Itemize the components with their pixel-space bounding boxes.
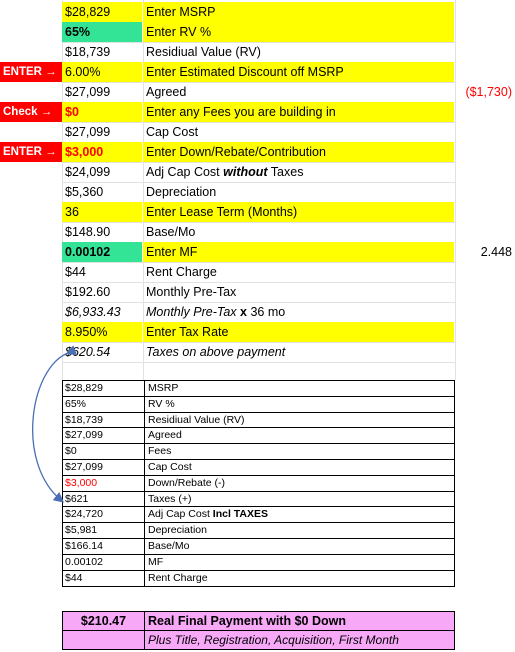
summary-label: Fees [148, 445, 172, 458]
table-row [63, 413, 454, 429]
row-down [0, 142, 515, 162]
taxes-label: Taxes on above payment [146, 345, 286, 359]
row-total-pretax [0, 302, 515, 322]
emphasis-text: without [223, 165, 268, 179]
row-rv-percent [0, 22, 515, 42]
grid-line [62, 302, 455, 303]
summary-label: MF [148, 555, 164, 568]
summary-label: Residiual Value (RV) [148, 413, 245, 426]
row-term [0, 202, 515, 222]
summary-value: $3,000 [63, 476, 145, 491]
depreciation-label: Depreciation [146, 185, 217, 199]
base-mo-value: $148.90 [65, 225, 111, 239]
mf-label: Enter MF [143, 242, 454, 262]
summary-value: $166.14 [63, 539, 145, 554]
label-text: 36 mo [246, 305, 286, 319]
row-fees [0, 102, 515, 122]
grid-line [62, 182, 455, 183]
summary-label: Down/Rebate (-) [148, 476, 226, 489]
row-tax-rate [0, 322, 515, 342]
row-cap-cost [0, 122, 515, 142]
summary-value: 0.00102 [63, 555, 145, 570]
residual-label: Residiual Value (RV) [146, 45, 261, 59]
msrp-value[interactable]: $28,829 [62, 2, 142, 22]
check-marker: Check → [0, 102, 62, 122]
row-depreciation [0, 182, 515, 202]
fees-value[interactable]: $0 [62, 102, 142, 122]
cap-cost-value: $27,099 [65, 125, 111, 139]
final-payment-value: $210.47 [63, 612, 145, 630]
table-row [63, 397, 454, 413]
summary-label: RV % [148, 397, 175, 410]
summary-label [145, 507, 268, 522]
table-row [63, 571, 454, 587]
discount-label: Enter Estimated Discount off MSRP [143, 62, 454, 82]
row-agreed [0, 82, 515, 102]
summary-label: Rent Charge [148, 571, 208, 584]
apr-equivalent: 2.448 [480, 245, 512, 259]
summary-value: $18,739 [63, 413, 145, 428]
additional-costs-row [62, 631, 455, 650]
total-pretax-value: $6,933.43 [65, 305, 121, 319]
summary-value: $27,099 [63, 428, 145, 443]
table-row [63, 523, 454, 539]
multiply-sign: x [240, 305, 247, 319]
label-text: Taxes [267, 165, 304, 179]
final-payment-label: Real Final Payment with $0 Down [148, 614, 346, 628]
rent-charge-value: $44 [65, 265, 86, 279]
msrp-label: Enter MSRP [143, 2, 454, 22]
depreciation-value: $5,360 [65, 185, 104, 199]
enter-marker: ENTER → [0, 142, 62, 162]
table-row [63, 507, 454, 523]
label-text: Adj Cap Cost [146, 165, 224, 179]
row-adj-cap-cost [0, 162, 515, 182]
adj-cap-cost-value: $24,099 [65, 165, 111, 179]
summary-label: Taxes (+) [148, 492, 192, 505]
table-row [63, 444, 454, 460]
summary-value: $621 [63, 492, 145, 507]
discount-amount: ($1,730) [465, 85, 512, 99]
grid-line [62, 42, 455, 43]
rv-percent-value[interactable]: 65% [62, 22, 142, 42]
agreed-label: Agreed [146, 85, 187, 99]
row-base-mo [0, 222, 515, 242]
table-row [63, 460, 454, 476]
table-row [63, 492, 454, 508]
empty-cell [63, 631, 145, 649]
summary-value: $0 [63, 444, 145, 459]
summary-label: Depreciation [148, 524, 207, 537]
summary-value: 65% [63, 397, 145, 412]
rent-charge-label: Rent Charge [146, 265, 217, 279]
row-discount [0, 62, 515, 82]
grid-line [62, 82, 455, 83]
row-mf [0, 242, 515, 262]
monthly-pretax-label: Monthly Pre-Tax [146, 285, 237, 299]
summary-value: $24,720 [63, 507, 145, 522]
agreed-value: $27,099 [65, 85, 111, 99]
total-pretax-label [143, 302, 454, 322]
summary-table [62, 380, 455, 587]
connector-arrow-icon [20, 343, 90, 513]
grid-line [62, 122, 455, 123]
enter-marker: ENTER → [0, 62, 62, 82]
row-monthly-pretax [0, 282, 515, 302]
adj-cap-cost-label [143, 162, 454, 182]
mf-value[interactable]: 0.00102 [62, 242, 142, 262]
fees-label: Enter any Fees you are building in [143, 102, 454, 122]
cap-cost-label: Cap Cost [146, 125, 199, 139]
table-row [63, 428, 454, 444]
monthly-pretax-value: $192.60 [65, 285, 111, 299]
summary-value: $5,981 [63, 523, 145, 538]
grid-line [62, 362, 455, 363]
taxes-value: $620.54 [65, 345, 111, 359]
residual-value: $18,739 [65, 45, 111, 59]
label-text: Adj Cap Cost [148, 508, 213, 521]
tax-rate-value[interactable]: 8.950% [62, 322, 142, 342]
summary-value: $27,099 [63, 460, 145, 475]
base-mo-label: Base/Mo [146, 225, 196, 239]
term-label: Enter Lease Term (Months) [143, 202, 454, 222]
summary-label: MSRP [148, 382, 179, 394]
discount-value[interactable]: 6.00% [62, 62, 142, 82]
additional-costs-note: Plus Title, Registration, Acquisition, First Month [148, 633, 399, 647]
grid-line [62, 262, 455, 263]
summary-value: $44 [63, 571, 145, 587]
summary-label: Agreed [148, 429, 182, 442]
row-residual [0, 42, 515, 62]
table-row [63, 381, 454, 397]
emphasis-text: Incl TAXES [212, 508, 269, 521]
table-row [63, 476, 454, 492]
grid-line [62, 342, 455, 343]
term-value[interactable]: 36 [62, 202, 142, 222]
row-rent-charge [0, 262, 515, 282]
grid-line [62, 282, 455, 283]
down-label: Enter Down/Rebate/Contribution [143, 142, 454, 162]
rv-percent-label: Enter RV % [143, 22, 454, 42]
table-row [63, 539, 454, 555]
grid-line [62, 222, 455, 223]
tax-rate-label: Enter Tax Rate [143, 322, 454, 342]
row-msrp [0, 2, 515, 22]
summary-label: Cap Cost [148, 460, 192, 473]
down-value[interactable]: $3,000 [62, 142, 142, 162]
table-row [63, 555, 454, 571]
summary-value: $28,829 [63, 381, 145, 396]
label-text: Monthly Pre-Tax [146, 305, 241, 319]
grid-line [62, 162, 455, 163]
final-payment-row [62, 611, 455, 631]
summary-label: Base/Mo [148, 539, 190, 552]
